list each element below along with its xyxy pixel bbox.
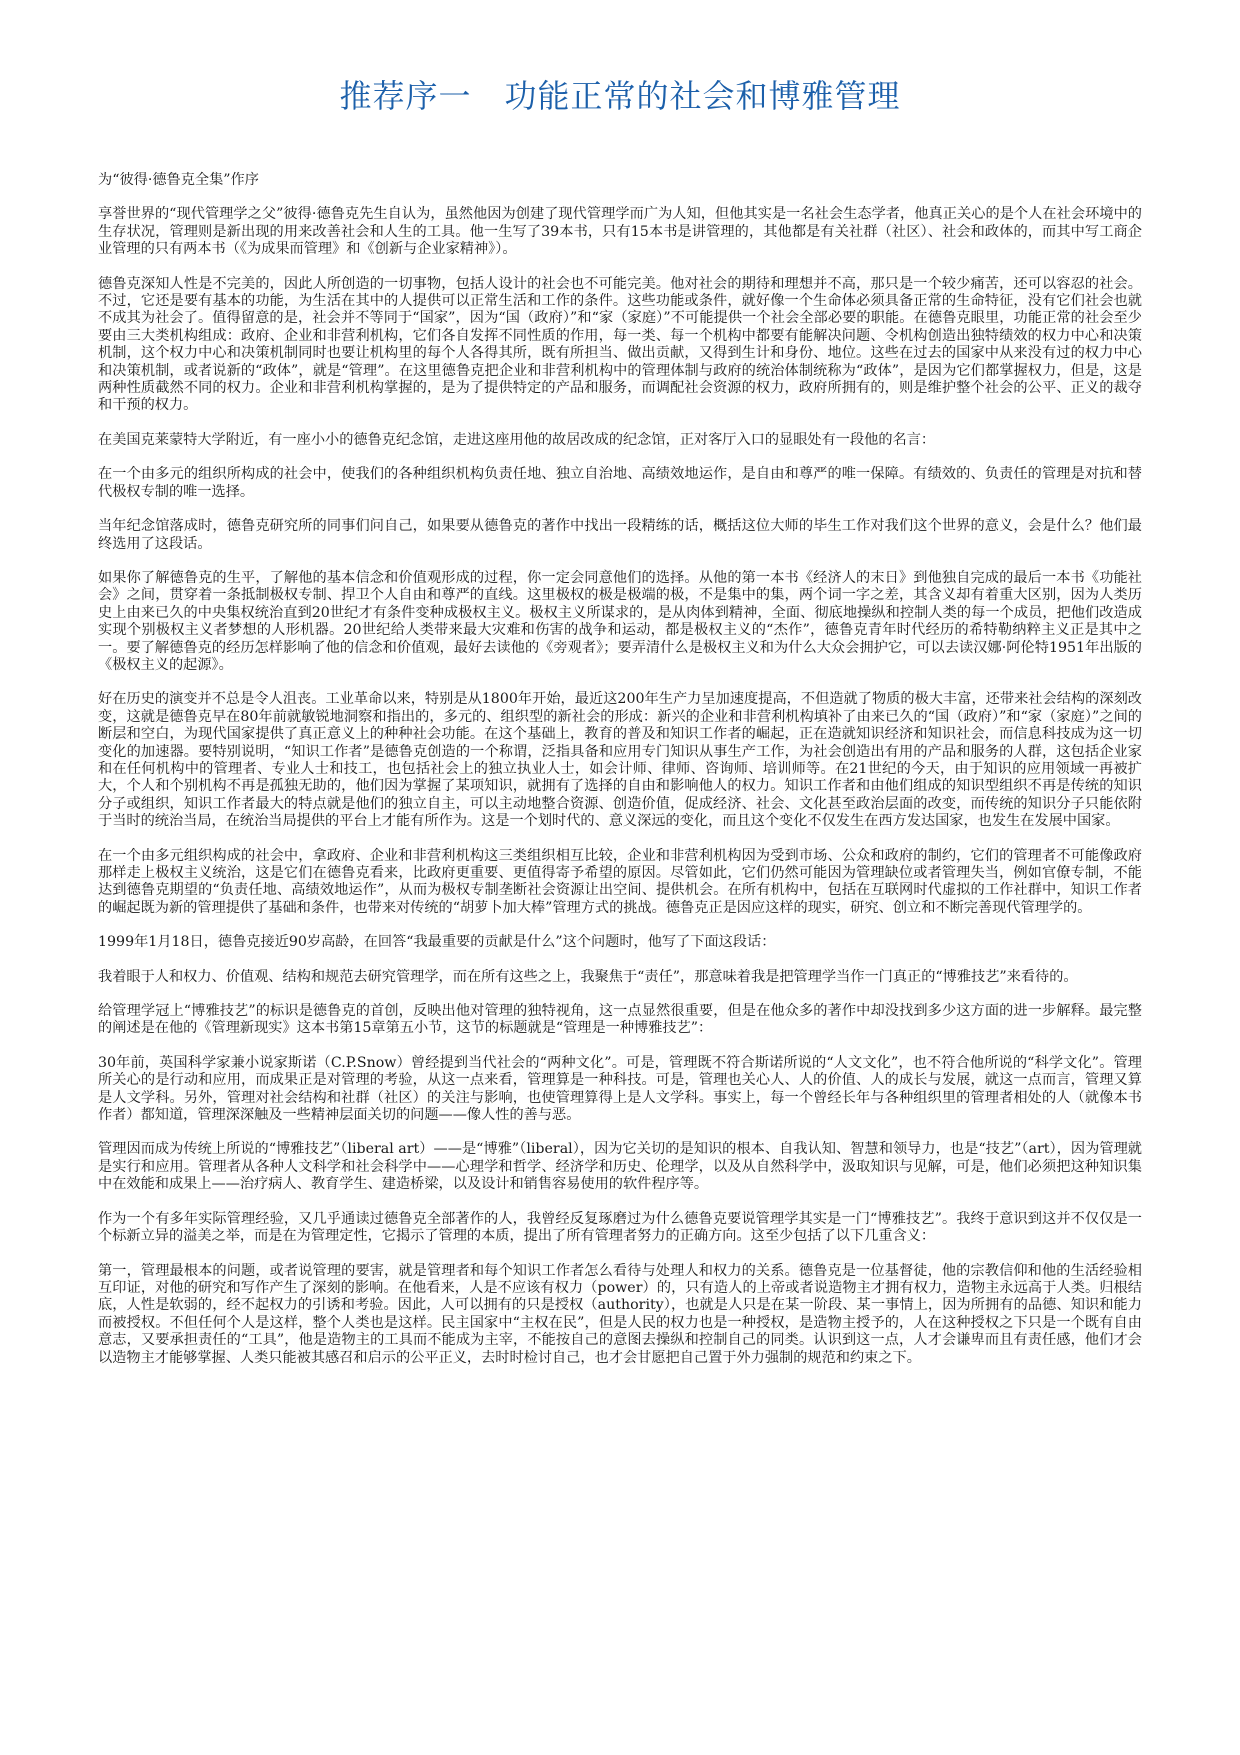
paragraph: 享誉世界的“现代管理学之父”彼得·德鲁克先生自认为，虽然他因为创建了现代管理学而广为人知，但他其实是一名社会生态学者，他真正关心的是个人在社会环境中的生存状况，管理则是新出现的用来改善社会和人生的工具。他一生写了39本书，只有15本书是讲管理的，其他都是有关社群（社区）、社会和政体的，而其中写工商企业管理的只有两本书（《为成果而管理》和《创新与企业家精神》）。 [98, 206, 1142, 258]
paragraph: 在美国克莱蒙特大学附近，有一座小小的德鲁克纪念馆，走进这座用他的故居改成的纪念馆，正对客厅入口的显眼处有一段他的名言： [98, 431, 936, 448]
quote-paragraph: 管理因而成为传统上所说的“博雅技艺”（liberal art）——是“博雅”（liberal），因为它关切的是知识的根本、自我认知、智慧和领导力，也是“技艺”（art），因为管理就是实行和应用。管理者从各种人文科学和社会科学中——心理学和哲学、经济学和历史、伦理学，以及从自然科学中，汲取知识与见解，可是，他们必须把这种知识集中在效能和成果上——治疗病人、教育学生、建造桥梁，以及设计和销售容易使用的软件程序等。 [98, 1141, 1142, 1193]
page-title: 推荐序一 功能正常的社会和博雅管理 [339, 77, 901, 115]
paragraph: 给管理学冠上“博雅技艺”的标识是德鲁克的首创，反映出他对管理的独特视角，这一点显然很重要，但是在他众多的著作中却没找到多少这方面的进一步解释。最完整的阐述是在他的《管理新现实》这本书第15章第五小节，这节的标题就是“管理是一种博雅技艺”： [98, 1003, 1142, 1037]
quote-paragraph: 在一个由多元的组织所构成的社会中，使我们的各种组织机构负责任地、独立自治地、高绩效地运作，是自由和尊严的唯一保障。有绩效的、负责任的管理是对抗和替代极权专制的唯一选择。 [98, 466, 1142, 500]
quote-paragraph: 30年前，英国科学家兼小说家斯诺（C.P.Snow）曾经提到当代社会的“两种文化”。可是，管理既不符合斯诺所说的“人文文化”，也不符合他所说的“科学文化”。管理所关心的是行动和应用，而成果正是对管理的考验，从这一点来看，管理算是一种科技。可是，管理也关心人、人的价值、人的成长与发展，就这一点而言，管理又算是人文学科。另外，管理对社会结构和社群（社区）的关注与影响，也使管理算得上是人文学科。事实上，每一个曾经长年与各种组织里的管理者相处的人（就像本书作者）都知道，管理深深触及一些精神层面关切的问题——像人性的善与恶。 [98, 1054, 1142, 1124]
paragraph: 第一，管理最根本的问题，或者说管理的要害，就是管理者和每个知识工作者怎么看待与处理人和权力的关系。德鲁克是一位基督徒，他的宗教信仰和他的生活经验相互印证，对他的研究和写作产生了深刻的影响。在他看来，人是不应该有权力（power）的，只有造人的上帝或者说造物主才拥有权力，造物主永远高于人类。归根结底，人性是软弱的，经不起权力的引诱和考验。因此，人可以拥有的只是授权（authority），也就是人只是在某一阶段、某一事情上，因为所拥有的品德、知识和能力而被授权。不但任何个人是这样，整个人类也是这样。民主国家中“主权在民”，但是人民的权力也是一种授权，是造物主授予的，人在这种授权之下只是一个既有自由意志，又要承担责任的“工具”，他是造物主的工具而不能成为主宰，不能按自己的意图去操纵和控制自己的同类。认识到这一点，人才会谦卑而且有责任感，他们才会以造物主才能够掌握、人类只能被其感召和启示的公平正义，去时时检讨自己，也才会甘愿把自己置于外力强制的规范和约束之下。 [98, 1262, 1142, 1366]
paragraph: 作为一个有多年实际管理经验，又几乎通读过德鲁克全部著作的人，我曾经反复琢磨过为什么德鲁克要说管理学其实是一门“博雅技艺”。我终于意识到这并不仅仅是一个标新立异的溢美之举，而是在为管理定性，它揭示了管理的本质，提出了所有管理者努力的正确方向。这至少包括了以下几重含义： [98, 1210, 1142, 1245]
paragraph: 当年纪念馆落成时，德鲁克研究所的同事们问自己，如果要从德鲁克的著作中找出一段精练的话，概括这位大师的毕生工作对我们这个世界的意义，会是什么？他们最终选用了这段话。 [98, 518, 1142, 552]
paragraph: 在一个由多元组织构成的社会中，拿政府、企业和非营利机构这三类组织相互比较，企业和非营利机构因为受到市场、公众和政府的制约，它们的管理者不可能像政府那样走上极权主义统治，这是它们在德鲁克看来，比政府更重要、更值得寄予希望的原因。尽管如此，它们仍然可能因为管理缺位或者管理失当，例如官僚专制，不能达到德鲁克期望的“负责任地、高绩效地运作”，从而为极权专制垄断社会资源让出空间、提供机会。在所有机构中，包括在互联网时代虚拟的工作社群中，知识工作者的崛起既为新的管理提供了基础和条件，也带来对传统的“胡萝卜加大棒”管理方式的挑战。德鲁克正是因应这样的现实，研究、创立和不断完善现代管理学的。 [98, 847, 1142, 916]
paragraph-dedication: 为“彼得·德鲁克全集”作序 [98, 172, 259, 188]
paragraph: 1999年1月18日，德鲁克接近90岁高龄，在回答“我最重要的贡献是什么”这个问题时，他写了下面这段话： [98, 934, 776, 951]
paragraph: 德鲁克深知人性是不完美的，因此人所创造的一切事物，包括人设计的社会也不可能完美。他对社会的期待和理想并不高，那只是一个较少痛苦，还可以容忍的社会。不过，它还是要有基本的功能，为生活在其中的人提供可以正常生活和工作的条件。这些功能或条件，就好像一个生命体必须具备正常的生命特征，没有它们社会也就不成其为社会了。值得留意的是，社会并不等同于“国家”，因为“国（政府）”和“家（家庭）”不可能提供一个社会全部必要的职能。在德鲁克眼里，功能正常的社会至少要由三大类机构组成：政府、企业和非营利机构，它们各自发挥不同性质的作用，每一类、每一个机构中都要有能解决问题、令机构创造出独特绩效的权力中心和决策机制，这个权力中心和决策机制同时也要让机构里的每个人各得其所，既有所担当、做出贡献，又得到生计和身份、地位。这些在过去的国家中从来没有过的权力中心和决策机制，或者说新的“政体”，就是“管理”。在这里德鲁克把企业和非营利机构中的管理体制与政府的统治体制统称为“政体”，是因为它们都掌握权力，但是，这是两种性质截然不同的权力。企业和非营利机构掌握的，是为了提供特定的产品和服务，而调配社会资源的权力，政府所拥有的，则是维护整个社会的公平、正义的裁夺和干预的权力。 [98, 275, 1142, 414]
paragraph: 好在历史的演变并不总是令人沮丧。工业革命以来，特别是从1800年开始，最近这200年生产力呈加速度提高，不但造就了物质的极大丰富，还带来社会结构的深刻改变，这就是德鲁克早在80年前就敏锐地洞察和指出的，多元的、组织型的新社会的形成：新兴的企业和非营利机构填补了由来已久的“国（政府）”和“家（家庭）”之间的断层和空白，为现代国家提供了真正意义上的种种社会功能。在这个基础上，教育的普及和知识工作者的崛起，正在造就知识经济和知识社会，而信息科技成为这一切变化的加速器。要特别说明，“知识工作者”是德鲁克创造的一个称谓，泛指具备和应用专门知识从事生产工作，为社会创造出有用的产品和服务的人群，这包括企业家和在任何机构中的管理者、专业人士和技工，也包括社会上的独立执业人士，如会计师、律师、咨询师、培训师等。在21世纪的今天，由于知识的应用领域一再被扩大，个人和个别机构不再是孤独无助的，他们因为掌握了某项知识，就拥有了选择的自由和影响他人的权力。知识工作者和由他们组成的知识型组织不再是传统的知识分子或组织，知识工作者最大的特点就是他们的独立自主，可以主动地整合资源、创造价值，促成经济、社会、文化甚至政治层面的改变，而传统的知识分子只能依附于当时的统治当局，在统治当局提供的平台上才能有所作为。这是一个划时代的、意义深远的变化，而且这个变化不仅发生在西方发达国家，也发生在发展中国家。 [98, 691, 1142, 830]
paragraph: 如果你了解德鲁克的生平，了解他的基本信念和价值观形成的过程，你一定会同意他们的选择。从他的第一本书《经济人的末日》到他独自完成的最后一本书《功能社会》之间，贯穿着一条抵制极权专制、捍卫个人自由和尊严的直线。这里极权的极是极端的极，不是集中的集，两个词一字之差，其含义却有着重大区别，因为人类历史上由来已久的中央集权统治直到20世纪才有条件变种成极权主义。极权主义所谋求的，是从肉体到精神，全面、彻底地操纵和控制人类的每一个成员，把他们改造成实现个别极权主义者梦想的人形机器。20世纪给人类带来最大灾难和伤害的战争和运动，都是极权主义的“杰作”，德鲁克青年时代经历的希特勒纳粹主义正是其中之一。要了解德鲁克的经历怎样影响了他的信念和价值观，最好去读他的《旁观者》；要弄清什么是极权主义和为什么大众会拥护它，可以去读汉娜·阿伦特1951年出版的《极权主义的起源》。 [98, 569, 1142, 673]
quote-paragraph: 我着眼于人和权力、价值观、结构和规范去研究管理学，而在所有这些之上，我聚焦于“责任”，那意味着我是把管理学当作一门真正的“博雅技艺”来看待的。 [98, 968, 1078, 985]
document-body [98, 172, 1142, 1367]
